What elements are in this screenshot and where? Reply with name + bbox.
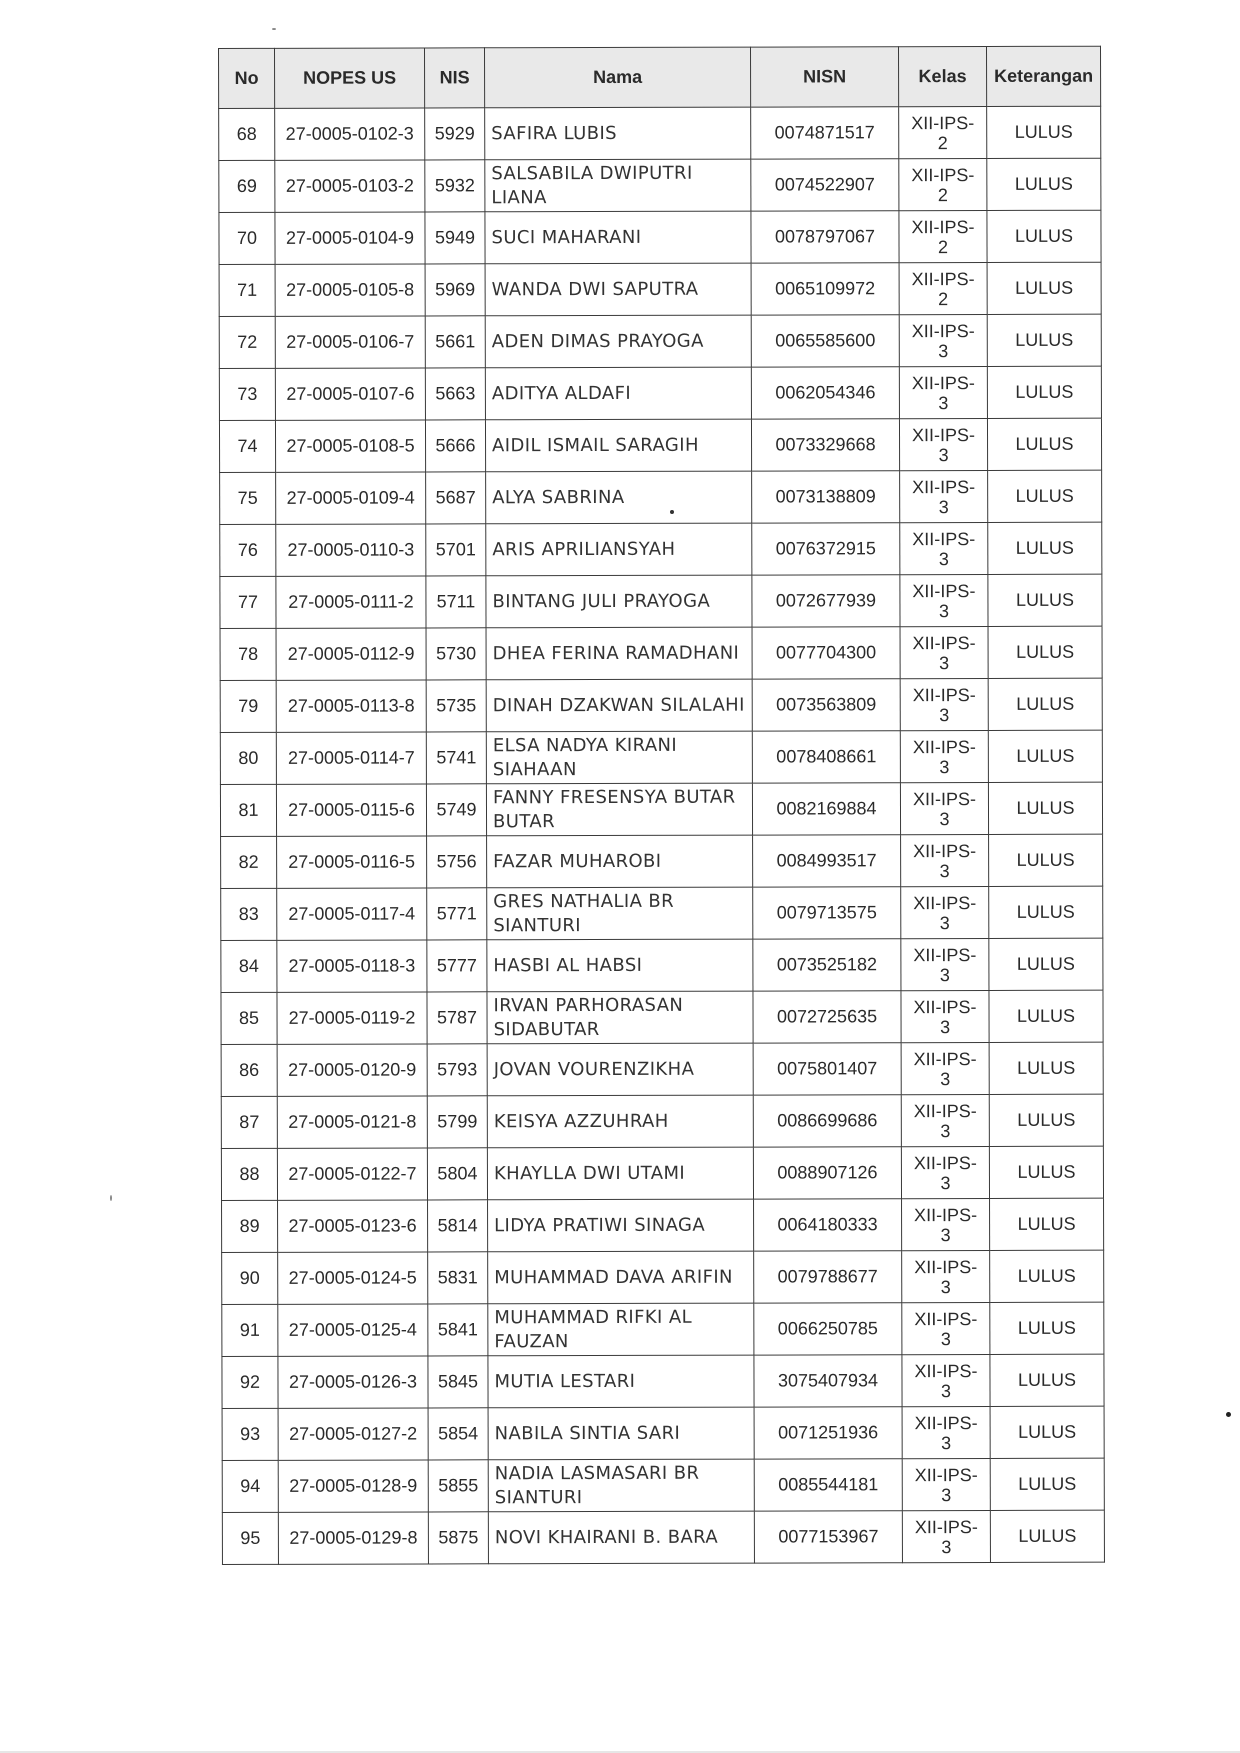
cell-keterangan: LULUS (989, 834, 1103, 886)
cell-nopes-us: 27-0005-0103-2 (275, 160, 425, 212)
cell-nama: BINTANG JULI PRAYOGA (486, 575, 752, 628)
cell-keterangan: LULUS (988, 626, 1102, 678)
cell-kelas (901, 938, 989, 990)
cell-no: 80 (220, 732, 276, 784)
cell-kelas (901, 886, 989, 938)
kelas-line: XII-IPS- (912, 528, 976, 549)
cell-nopes-us: 27-0005-0127-2 (278, 1408, 428, 1460)
table-header-row (219, 46, 1101, 108)
cell-keterangan: LULUS (990, 1198, 1104, 1250)
cell-kelas (902, 1198, 990, 1250)
kelas-line: 2 (937, 184, 948, 205)
cell-kelas (901, 1042, 989, 1094)
kelas-line: 3 (941, 1432, 952, 1453)
kelas-line: 3 (939, 756, 950, 777)
cell-keterangan: LULUS (990, 1510, 1104, 1562)
cell-nisn: 0086699686 (753, 1095, 901, 1147)
kelas-line: XII-IPS- (913, 1152, 977, 1173)
cell-kelas (902, 1406, 990, 1458)
cell-no: 68 (219, 108, 275, 160)
header-nisn: NISN (750, 47, 898, 107)
cell-nis: 5735 (426, 680, 486, 732)
cell-nisn: 0082169884 (752, 783, 900, 835)
kelas-line: XII-IPS- (914, 1204, 978, 1225)
scan-speck (272, 28, 276, 30)
cell-no: 79 (220, 680, 276, 732)
scan-speck (110, 1195, 112, 1201)
table-row (222, 1198, 1104, 1252)
table-row (219, 158, 1101, 212)
cell-keterangan: LULUS (989, 1042, 1103, 1094)
cell-nama: ALYA SABRINA (486, 471, 752, 524)
cell-nama: SAFIRA LUBIS (485, 107, 751, 160)
cell-no: 93 (222, 1408, 278, 1460)
cell-nisn: 0071251936 (754, 1407, 902, 1459)
table-row (222, 1302, 1104, 1356)
cell-no: 95 (222, 1512, 278, 1564)
kelas-line: 3 (938, 548, 949, 569)
table-row (221, 938, 1103, 992)
cell-nis: 5929 (425, 108, 485, 160)
kelas-line: 3 (938, 340, 949, 361)
cell-nama: KEISYA AZZUHRAH (487, 1095, 753, 1148)
table-row (220, 522, 1102, 576)
cell-kelas (900, 470, 988, 522)
table-row (221, 886, 1103, 940)
kelas-line: XII-IPS- (912, 788, 976, 809)
cell-no: 90 (222, 1252, 278, 1304)
kelas-line: 3 (939, 704, 950, 725)
kelas-line: 2 (938, 288, 949, 309)
kelas-line: XII-IPS- (914, 1412, 978, 1433)
cell-nopes-us: 27-0005-0113-8 (276, 680, 426, 732)
header-keterangan: Keterangan (986, 46, 1100, 106)
cell-kelas (901, 1146, 989, 1198)
cell-no: 94 (222, 1460, 278, 1512)
cell-nopes-us: 27-0005-0128-9 (278, 1460, 428, 1512)
cell-nisn: 0073563809 (752, 679, 900, 731)
cell-nisn: 0073138809 (752, 471, 900, 523)
cell-nis: 5855 (428, 1460, 488, 1512)
cell-keterangan: LULUS (987, 366, 1101, 418)
table-row (222, 1354, 1104, 1408)
cell-nopes-us: 27-0005-0111-2 (276, 576, 426, 628)
cell-keterangan: LULUS (987, 262, 1101, 314)
cell-nis: 5771 (427, 888, 487, 940)
cell-no: 75 (220, 472, 276, 524)
cell-nis: 5741 (426, 732, 486, 784)
cell-nama: NADIA LASMASARI BR SIANTURI (488, 1459, 754, 1512)
cell-nis: 5749 (426, 784, 486, 836)
cell-kelas (899, 314, 987, 366)
cell-nisn: 0072725635 (753, 991, 901, 1043)
kelas-line: 3 (940, 1172, 951, 1193)
cell-nisn: 0077153967 (754, 1511, 902, 1563)
header-no: No (219, 48, 275, 108)
cell-nisn: 0065585600 (751, 315, 899, 367)
cell-nisn: 0062054346 (751, 367, 899, 419)
kelas-line: XII-IPS- (912, 476, 976, 497)
cell-keterangan: LULUS (990, 1302, 1104, 1354)
cell-no: 77 (220, 576, 276, 628)
kelas-line: 3 (940, 1016, 951, 1037)
kelas-line: XII-IPS- (913, 840, 977, 861)
kelas-line: 3 (938, 392, 949, 413)
cell-kelas (899, 418, 987, 470)
kelas-line: 3 (939, 652, 950, 673)
kelas-line: XII-IPS- (912, 580, 976, 601)
cell-nopes-us: 27-0005-0112-9 (276, 628, 426, 680)
cell-kelas (901, 834, 989, 886)
cell-nopes-us: 27-0005-0109-4 (276, 472, 426, 524)
cell-kelas (900, 782, 988, 834)
cell-nama: DINAH DZAKWAN SILALAHI (486, 679, 752, 732)
graduation-table (218, 46, 1105, 1565)
cell-nisn: 0084993517 (753, 835, 901, 887)
cell-kelas (900, 626, 988, 678)
cell-keterangan: LULUS (989, 990, 1103, 1042)
table-row (220, 730, 1102, 784)
cell-kelas (902, 1250, 990, 1302)
cell-nama: ADITYA ALDAFI (485, 367, 751, 420)
cell-keterangan: LULUS (988, 470, 1102, 522)
cell-kelas (902, 1510, 990, 1562)
cell-nama: MUHAMMAD RIFKI AL FAUZAN (488, 1303, 754, 1356)
cell-no: 91 (222, 1304, 278, 1356)
cell-nopes-us: 27-0005-0105-8 (275, 264, 425, 316)
cell-keterangan: LULUS (989, 1094, 1103, 1146)
kelas-line: XII-IPS- (912, 684, 976, 705)
cell-nisn: 0079713575 (753, 887, 901, 939)
cell-nopes-us: 27-0005-0118-3 (277, 940, 427, 992)
cell-no: 89 (222, 1200, 278, 1252)
cell-nis: 5787 (427, 992, 487, 1044)
cell-nisn: 0073329668 (751, 419, 899, 471)
cell-nopes-us: 27-0005-0119-2 (277, 992, 427, 1044)
cell-kelas (902, 1302, 990, 1354)
cell-keterangan: LULUS (988, 730, 1102, 782)
cell-nama: SUCI MAHARANI (485, 211, 751, 264)
cell-no: 83 (221, 888, 277, 940)
cell-nama: FANNY FRESENSYA BUTAR BUTAR (486, 783, 752, 836)
cell-nopes-us: 27-0005-0121-8 (277, 1096, 427, 1148)
kelas-line: 3 (940, 1224, 951, 1245)
kelas-line: 2 (937, 236, 949, 257)
kelas-line: XII-IPS- (914, 1256, 978, 1277)
cell-no: 88 (221, 1148, 277, 1200)
kelas-line: 3 (940, 1120, 951, 1141)
cell-kelas (902, 1458, 990, 1510)
kelas-line: 2 (937, 132, 948, 153)
cell-nis: 5814 (428, 1200, 488, 1252)
cell-nama: LIDYA PRATIWI SINAGA (488, 1199, 754, 1252)
kelas-line: 3 (940, 1380, 952, 1401)
kelas-line: XII-IPS- (911, 112, 975, 133)
kelas-line: XII-IPS- (914, 1360, 978, 1381)
cell-nopes-us: 27-0005-0104-9 (275, 212, 425, 264)
cell-no: 82 (221, 836, 277, 888)
cell-no: 69 (219, 160, 275, 212)
cell-no: 72 (219, 316, 275, 368)
cell-nis: 5949 (425, 212, 485, 264)
kelas-line: 3 (941, 1484, 952, 1505)
cell-nama: MUTIA LESTARI (488, 1355, 754, 1408)
kelas-line: XII-IPS- (911, 164, 975, 185)
kelas-line: XII-IPS- (911, 424, 976, 445)
cell-kelas (899, 366, 987, 418)
header-nis: NIS (425, 48, 485, 108)
cell-no: 73 (219, 368, 275, 420)
table-row (221, 1146, 1103, 1200)
cell-nama: KHAYLLA DWI UTAMI (487, 1147, 753, 1200)
cell-nis: 5711 (426, 576, 486, 628)
cell-keterangan: LULUS (989, 938, 1103, 990)
table-body (219, 106, 1105, 1564)
cell-nis: 5831 (428, 1252, 488, 1304)
cell-no: 85 (221, 992, 277, 1044)
cell-nama: IRVAN PARHORASAN SIDABUTAR (487, 991, 753, 1044)
cell-nopes-us: 27-0005-0122-7 (277, 1148, 427, 1200)
cell-nopes-us: 27-0005-0115-6 (276, 784, 426, 836)
kelas-line: XII-IPS- (911, 216, 975, 237)
cell-nopes-us: 27-0005-0114-7 (276, 732, 426, 784)
table-row (222, 1406, 1104, 1460)
cell-nopes-us: 27-0005-0126-3 (278, 1356, 428, 1408)
cell-kelas (900, 730, 988, 782)
table-row (221, 990, 1103, 1044)
kelas-line: 3 (939, 964, 950, 985)
cell-keterangan: LULUS (988, 522, 1102, 574)
cell-nis: 5661 (425, 316, 485, 368)
cell-nisn: 0074522907 (751, 159, 899, 211)
kelas-line: XII-IPS- (912, 736, 976, 757)
cell-no: 76 (220, 524, 276, 576)
kelas-line: 3 (939, 860, 950, 881)
cell-nisn: 0078408661 (752, 731, 900, 783)
cell-nis: 5875 (428, 1512, 488, 1564)
cell-nisn: 0075801407 (753, 1043, 901, 1095)
table-row (220, 678, 1102, 732)
cell-nama: MUHAMMAD DAVA ARIFIN (488, 1251, 754, 1304)
cell-nis: 5854 (428, 1408, 488, 1460)
kelas-line: XII-IPS- (913, 1100, 977, 1121)
kelas-line: 3 (938, 496, 949, 517)
cell-nis: 5701 (426, 524, 486, 576)
cell-nopes-us: 27-0005-0116-5 (277, 836, 427, 888)
kelas-line: XII-IPS- (914, 1516, 978, 1537)
table-row (219, 314, 1101, 368)
cell-keterangan: LULUS (990, 1458, 1104, 1510)
cell-nisn: 0072677939 (752, 575, 900, 627)
table-row (219, 106, 1101, 160)
cell-nis: 5756 (427, 836, 487, 888)
kelas-line: 3 (940, 1328, 951, 1349)
cell-nama: AIDIL ISMAIL SARAGIH (485, 419, 751, 472)
header-kelas: Kelas (898, 46, 986, 106)
cell-keterangan: LULUS (988, 574, 1102, 626)
cell-nis: 5666 (425, 420, 485, 472)
cell-kelas (899, 210, 987, 262)
cell-keterangan: LULUS (988, 782, 1102, 834)
cell-nopes-us: 27-0005-0120-9 (277, 1044, 427, 1096)
cell-nama: ELSA NADYA KIRANI SIAHAAN (486, 731, 752, 784)
cell-kelas (901, 1094, 989, 1146)
cell-keterangan: LULUS (987, 158, 1101, 210)
cell-kelas (899, 106, 987, 158)
cell-no: 92 (222, 1356, 278, 1408)
table-row (219, 418, 1101, 472)
cell-nopes-us: 27-0005-0102-3 (275, 108, 425, 160)
kelas-line: 3 (939, 808, 950, 829)
cell-nama: ARIS APRILIANSYAH (486, 523, 752, 576)
cell-keterangan: LULUS (990, 1406, 1104, 1458)
header-nopes-us: NOPES US (275, 48, 425, 108)
cell-nis: 5932 (425, 160, 485, 212)
cell-nis: 5793 (427, 1044, 487, 1096)
kelas-line: 3 (939, 912, 950, 933)
kelas-line: XII-IPS- (913, 1048, 977, 1069)
cell-kelas (899, 262, 987, 314)
cell-nisn: 0073525182 (753, 939, 901, 991)
cell-no: 87 (221, 1096, 277, 1148)
table-row (222, 1510, 1104, 1564)
cell-keterangan: LULUS (990, 1354, 1104, 1406)
kelas-line: XII-IPS- (914, 1308, 978, 1329)
cell-nisn: 0066250785 (754, 1303, 902, 1355)
cell-keterangan: LULUS (989, 886, 1103, 938)
cell-nisn: 0085544181 (754, 1459, 902, 1511)
kelas-line: XII-IPS- (912, 632, 976, 653)
cell-nama: FAZAR MUHAROBI (487, 835, 753, 888)
cell-nama: DHEA FERINA RAMADHANI (486, 627, 752, 680)
table-row (220, 626, 1102, 680)
cell-nama: NABILA SINTIA SARI (488, 1407, 754, 1460)
cell-no: 74 (219, 420, 275, 472)
cell-nopes-us: 27-0005-0106-7 (275, 316, 425, 368)
cell-nopes-us: 27-0005-0110-3 (276, 524, 426, 576)
cell-keterangan: LULUS (987, 210, 1101, 262)
kelas-line: 3 (941, 1536, 952, 1557)
table-row (219, 366, 1101, 420)
cell-nopes-us: 27-0005-0125-4 (278, 1304, 428, 1356)
cell-nisn: 0074871517 (751, 107, 899, 159)
cell-nopes-us: 27-0005-0107-6 (275, 368, 425, 420)
kelas-line: 3 (940, 1068, 951, 1089)
cell-nama: JOVAN VOURENZIKHA (487, 1043, 753, 1096)
kelas-line: XII-IPS- (914, 1464, 978, 1485)
cell-nis: 5804 (427, 1148, 487, 1200)
cell-nama: SALSABILA DWIPUTRI LIANA (485, 159, 751, 212)
header-nama: Nama (485, 47, 751, 108)
cell-keterangan: LULUS (987, 314, 1101, 366)
kelas-line: XII-IPS- (911, 268, 975, 289)
cell-nis: 5845 (428, 1356, 488, 1408)
cell-nopes-us: 27-0005-0108-5 (275, 420, 425, 472)
cell-nopes-us: 27-0005-0117-4 (277, 888, 427, 940)
cell-nopes-us: 27-0005-0124-5 (278, 1252, 428, 1304)
kelas-line: 3 (938, 444, 949, 465)
cell-nopes-us: 27-0005-0129-8 (278, 1512, 428, 1564)
cell-kelas (902, 1354, 990, 1406)
cell-keterangan: LULUS (987, 106, 1101, 158)
cell-nisn: 0076372915 (752, 523, 900, 575)
cell-nisn: 0064180333 (754, 1199, 902, 1251)
kelas-line: XII-IPS- (913, 944, 977, 965)
table-row (222, 1458, 1104, 1512)
table-row (220, 782, 1102, 836)
cell-nama: GRES NATHALIA BR SIANTURI (487, 887, 753, 940)
cell-nama: WANDA DWI SAPUTRA (485, 263, 751, 316)
table-row (221, 834, 1103, 888)
table-row (221, 1094, 1103, 1148)
table-row (219, 262, 1101, 316)
cell-kelas (900, 574, 988, 626)
cell-nama: HASBI AL HABSI (487, 939, 753, 992)
cell-nisn: 3075407934 (754, 1355, 902, 1407)
cell-no: 78 (220, 628, 276, 680)
cell-nama: NOVI KHAIRANI B. BARA (488, 1511, 754, 1564)
scan-speck (1226, 1412, 1231, 1417)
cell-kelas (900, 678, 988, 730)
cell-nisn: 0079788677 (754, 1251, 902, 1303)
cell-no: 84 (221, 940, 277, 992)
kelas-line: XII-IPS- (911, 372, 975, 393)
cell-keterangan: LULUS (990, 1250, 1104, 1302)
cell-nisn: 0078797067 (751, 211, 899, 263)
table-row (220, 470, 1102, 524)
kelas-line: 3 (940, 1276, 951, 1297)
cell-nis: 5777 (427, 940, 487, 992)
cell-nisn: 0088907126 (753, 1147, 901, 1199)
cell-nis: 5687 (426, 472, 486, 524)
table-row (221, 1042, 1103, 1096)
kelas-line: 3 (938, 600, 950, 621)
table-row (219, 210, 1101, 264)
cell-nis: 5799 (427, 1096, 487, 1148)
cell-kelas (900, 522, 988, 574)
cell-nis: 5663 (425, 368, 485, 420)
cell-no: 86 (221, 1044, 277, 1096)
cell-kelas (899, 158, 987, 210)
kelas-line: XII-IPS- (913, 996, 977, 1017)
cell-nopes-us: 27-0005-0123-6 (278, 1200, 428, 1252)
table-row (220, 574, 1102, 628)
cell-no: 71 (219, 264, 275, 316)
cell-kelas (901, 990, 989, 1042)
kelas-line: XII-IPS- (913, 892, 977, 913)
cell-keterangan: LULUS (987, 418, 1101, 470)
cell-keterangan: LULUS (988, 678, 1102, 730)
cell-no: 81 (220, 784, 276, 836)
table-row (222, 1250, 1104, 1304)
cell-nisn: 0065109972 (751, 263, 899, 315)
cell-nisn: 0077704300 (752, 627, 900, 679)
cell-nis: 5969 (425, 264, 485, 316)
cell-nis: 5841 (428, 1304, 488, 1356)
cell-keterangan: LULUS (989, 1146, 1103, 1198)
kelas-line: XII-IPS- (911, 320, 975, 341)
cell-nama: ADEN DIMAS PRAYOGA (485, 315, 751, 368)
cell-no: 70 (219, 212, 275, 264)
cell-nis: 5730 (426, 628, 486, 680)
